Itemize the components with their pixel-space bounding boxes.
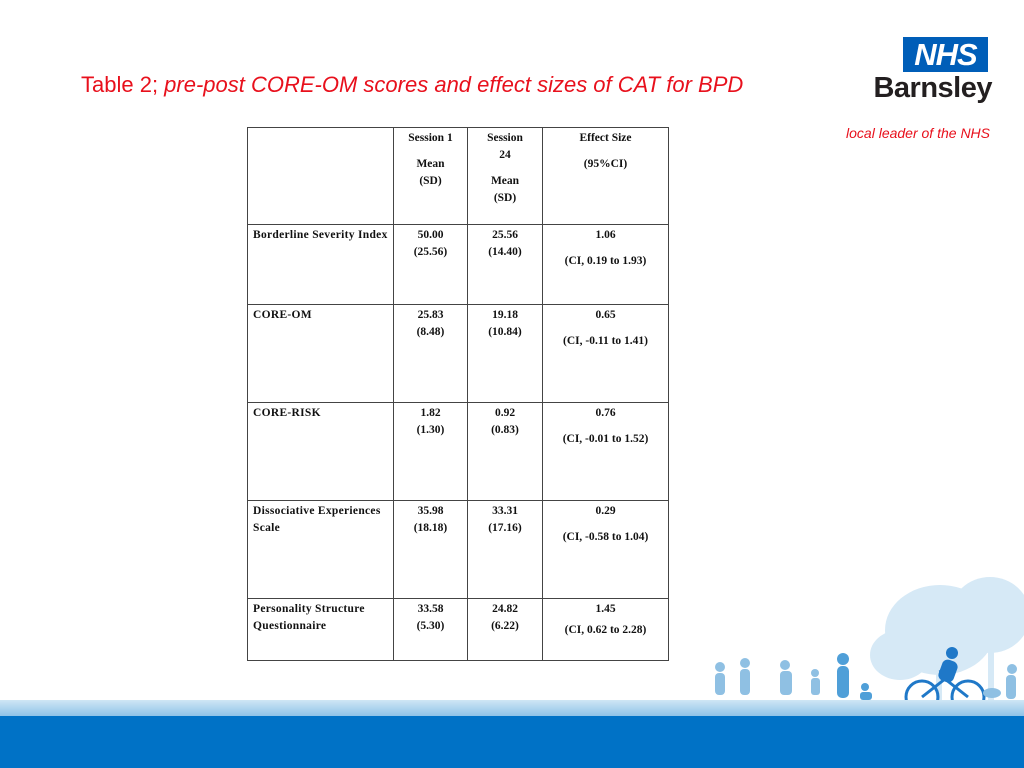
tree-silhouettes — [870, 577, 1024, 705]
header-session1-line: Mean — [416, 158, 445, 170]
footer-light-band — [0, 700, 1024, 716]
effect-size-ci: (CI, -0.11 to 1.41) — [563, 335, 648, 347]
people-figures — [715, 658, 820, 695]
effect-size-ci: (CI, -0.58 to 1.04) — [562, 531, 649, 543]
session1-sd: (18.18) — [413, 522, 448, 534]
session1-mean: 35.98 — [417, 505, 444, 517]
table-header-row — [248, 128, 669, 225]
session24-cell — [468, 225, 543, 305]
table-row — [248, 403, 669, 501]
session1-cell — [394, 501, 468, 599]
session1-cell — [394, 225, 468, 305]
effect-size-value: 0.76 — [595, 407, 616, 419]
effect-size-cell — [543, 501, 669, 599]
header-session24-line: 24 — [499, 149, 511, 161]
header-effect-size-line: Effect Size — [579, 132, 632, 144]
header-session24-line: (SD) — [493, 192, 517, 204]
footer-band — [0, 716, 1024, 768]
header-session24-line: Mean — [490, 175, 520, 187]
effect-size-cell — [543, 403, 669, 501]
table-row — [248, 599, 669, 661]
org-name: Barnsley — [873, 72, 992, 104]
session24-cell — [468, 501, 543, 599]
nhs-logo: NHS — [903, 37, 988, 72]
session24-cell — [468, 403, 543, 501]
effect-size-ci: (CI, 0.62 to 2.28) — [564, 624, 647, 636]
session1-cell — [394, 305, 468, 403]
session24-mean: 25.56 — [492, 229, 518, 241]
slide-title-italic: pre-post CORE-OM scores and effect sizes of CAT for BPD — [164, 72, 744, 97]
session1-cell — [394, 403, 468, 501]
session24-sd: (14.40) — [488, 246, 522, 258]
effect-size-value: 1.45 — [595, 603, 616, 615]
header-session1-line: (SD) — [419, 175, 442, 187]
table-row — [248, 305, 669, 403]
row-label: CORE-OM — [248, 305, 394, 403]
effect-size-ci: (CI, -0.01 to 1.52) — [562, 433, 649, 445]
row-label: Dissociative Experiences Scale — [248, 501, 394, 599]
session1-cell — [394, 599, 468, 661]
session24-mean: 33.31 — [492, 505, 518, 517]
header-session1-line: Session 1 — [408, 132, 453, 144]
session24-cell — [468, 599, 543, 661]
session24-mean: 19.18 — [492, 309, 518, 321]
effect-size-cell — [543, 225, 669, 305]
family-figures — [837, 653, 872, 700]
table-row — [248, 225, 669, 305]
session1-mean: 1.82 — [420, 407, 441, 419]
effect-size-value: 1.06 — [595, 229, 616, 241]
header-empty — [248, 128, 394, 225]
session24-sd: (17.16) — [488, 522, 522, 534]
session1-mean: 33.58 — [417, 603, 444, 615]
header-effect-size — [543, 128, 669, 225]
effect-size-ci: (CI, 0.19 to 1.93) — [564, 255, 647, 267]
session24-sd: (10.84) — [488, 326, 522, 338]
header-session24 — [468, 128, 543, 225]
row-label: Borderline Severity Index — [248, 225, 394, 305]
session24-mean: 0.92 — [494, 407, 516, 419]
session1-sd: (25.56) — [413, 246, 448, 258]
session1-sd: (1.30) — [416, 424, 445, 436]
effect-size-value: 0.29 — [595, 505, 616, 517]
header-effect-size-line: (95%CI) — [583, 158, 628, 170]
session24-sd: (0.83) — [491, 424, 519, 436]
session1-sd: (5.30) — [416, 620, 445, 632]
session1-sd: (8.48) — [416, 326, 445, 338]
session24-sd: (6.22) — [491, 620, 519, 632]
effect-size-cell — [543, 305, 669, 403]
session1-mean: 25.83 — [417, 309, 444, 321]
effect-size-cell — [543, 599, 669, 661]
session24-cell — [468, 305, 543, 403]
slide-title-plain: Table 2; — [81, 72, 165, 97]
header-session24-line: Session — [487, 132, 523, 144]
row-label: Personality Structure Questionnaire — [248, 599, 394, 661]
table-row — [248, 501, 669, 599]
tagline: local leader of the NHS — [846, 125, 990, 141]
session1-mean: 50.00 — [417, 229, 444, 241]
row-label: CORE-RISK — [248, 403, 394, 501]
header-session1 — [394, 128, 468, 225]
scores-table — [247, 127, 669, 661]
slide-title — [81, 70, 781, 99]
effect-size-value: 0.65 — [595, 309, 616, 321]
session24-mean: 24.82 — [492, 603, 518, 615]
